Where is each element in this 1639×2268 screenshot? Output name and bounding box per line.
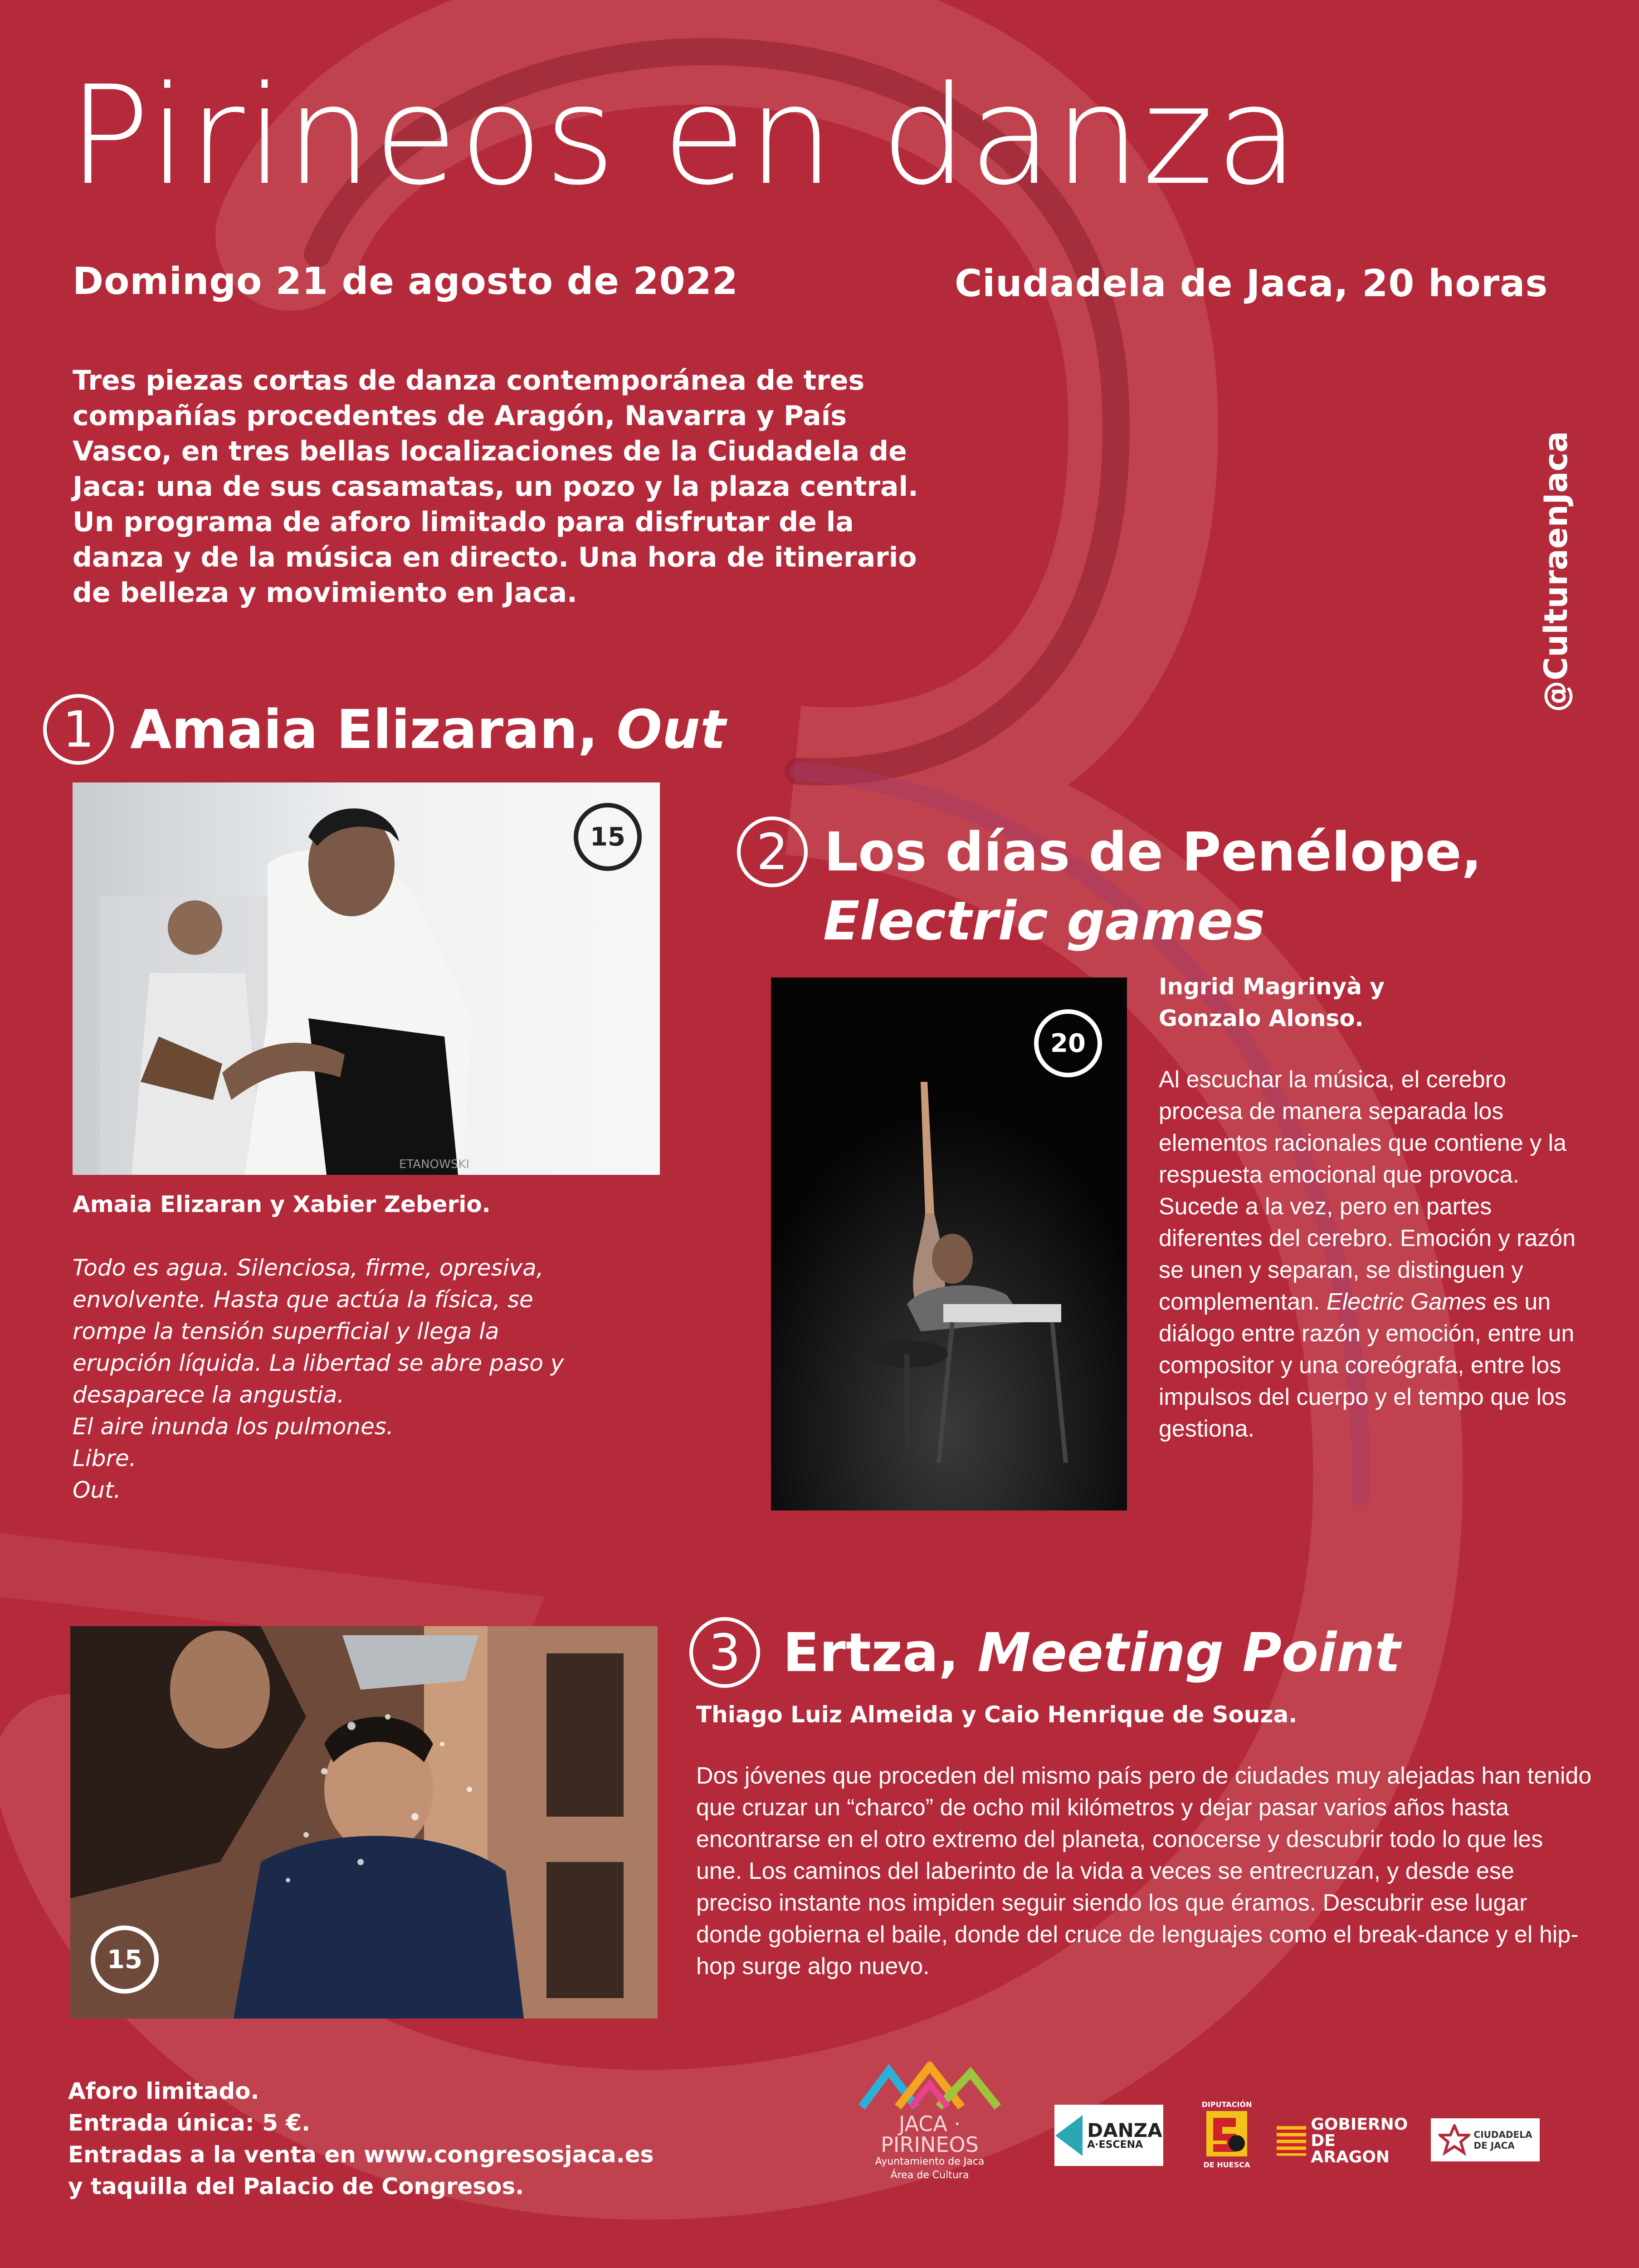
timer-value: 15 — [107, 1945, 142, 1975]
description-text: es un diálogo entre razón y emoción, entre un compositor y una coreógrafa, entre los impulsos del cuerpo y el tempo que los gestiona. — [1159, 1289, 1575, 1442]
jaca-pirineos-logo — [848, 2062, 1011, 2181]
diputacion-huesca-logo — [1200, 2100, 1254, 2175]
jaca-logo-name: JACA · PIRINEOS — [881, 2112, 979, 2157]
section-2-description — [1159, 1064, 1594, 1445]
ciudadela-line1: CIUDADELA — [1473, 2129, 1532, 2140]
description-line: Todo es agua. Silenciosa, firme, opresiva, — [73, 1255, 544, 1281]
section-1-credits: Amaia Elizaran y Xabier Zeberio. — [73, 1191, 491, 1217]
gobierno-line1: GOBIERNO — [1311, 2115, 1408, 2134]
section-1-description — [73, 1252, 662, 1506]
description-line: Libre. — [73, 1445, 137, 1471]
ticket-capacity: Aforo limitado. — [68, 2078, 259, 2104]
gobierno-aragon-logo — [1277, 2115, 1413, 2166]
timer-value: 15 — [590, 822, 625, 852]
timer-icon-20 — [1034, 1009, 1102, 1077]
section-3-credits: Thiago Luiz Almeida y Caio Henrique de Souza. — [696, 1701, 1298, 1728]
poster-title: Pirineos en danza — [68, 57, 1301, 215]
section-2-piece: Electric games — [823, 890, 1265, 952]
gobierno-line2: DE ARAGON — [1311, 2131, 1390, 2166]
danza-logo-line2: A·ESCENA — [1087, 2139, 1143, 2151]
mountains-icon — [857, 2062, 1002, 2112]
intro-paragraph: Tres piezas cortas de danza contemporánea de tres compañías procedentes de Aragón, Navarra y País Vasco, en tres bellas localizaciones de la Ciudadela de Jaca: una de sus casamatas, un pozo y la plaza central. Un programa de aforo limitado para disfrutar de la danza y de la música en directo. Una hora de itinerario de belleza y movimiento en Jaca. — [73, 365, 918, 609]
danza-a-escena-logo — [1054, 2105, 1163, 2166]
ticket-info — [68, 2075, 654, 2202]
event-venue: Ciudadela de Jaca, 20 horas — [955, 262, 1548, 305]
description-line: erupción líquida. La libertad se abre paso y — [73, 1350, 564, 1376]
ticket-box-office: y taquilla del Palacio de Congresos. — [68, 2173, 524, 2200]
diputacion-top: DIPUTACIÓN — [1201, 2100, 1252, 2109]
description-line: El aire inunda los pulmones. — [73, 1413, 394, 1440]
ticket-price: Entrada única: 5 €. — [68, 2110, 311, 2136]
section-number-3: 3 — [689, 1617, 760, 1688]
section-3-company: Ertza, — [783, 1621, 959, 1684]
section-3-description: Dos jóvenes que proceden del mismo país pero de ciudades muy alejadas han tenido que cruzar un “charco” de ocho mil kilómetros y dejar pasar varios años hasta encontrarse en el otro extremo del planeta, conocerse y descubrir todo lo que les une. Los caminos del laberinto de la vida a veces se entrecruzan, y desde ese preciso instante nos impiden seguir siendo los que éramos. Descubrir ese lugar donde gobierna el baile, donde del cruce de lenguajes como el break-dance y el hip-hop surge algo nuevo. — [696, 1763, 1592, 1980]
section-number-1: 1 — [43, 694, 114, 765]
section-1-heading — [43, 694, 726, 765]
description-line: rompe la tensión superficial y llega la — [73, 1318, 499, 1344]
danza-logo-line1: DANZA — [1087, 2119, 1162, 2141]
timer-icon-15 — [91, 1926, 159, 1994]
jaca-logo-sub1: Ayuntamiento de Jaca — [875, 2156, 985, 2167]
ciudadela-line2: DE JACA — [1473, 2140, 1515, 2151]
social-handle[interactable]: @CulturaenJaca — [1537, 431, 1575, 712]
timer-value: 20 — [1050, 1028, 1086, 1058]
section-3-heading — [689, 1617, 1400, 1688]
timer-icon-15 — [574, 803, 642, 871]
diputacion-emblem-icon — [1204, 2109, 1249, 2159]
description-line: Out. — [73, 1477, 121, 1503]
section-3-photo — [70, 1626, 658, 2019]
aragon-flag-icon — [1277, 2125, 1306, 2157]
jaca-logo-sub2: Área de Cultura — [890, 2170, 969, 2181]
section-number-2: 2 — [737, 816, 808, 887]
description-text: Al escuchar la música, el cerebro procesa de manera separada los elementos racionales que contiene y la respuesta emocional que provoca. Sucede a la vez, pero en partes diferentes del cerebro. Emoción y razón se unen y separan, se distinguen y complementan. — [1159, 1066, 1576, 1315]
ciudadela-jaca-logo — [1431, 2118, 1540, 2161]
photo-credit: ETANOWSKI — [399, 1158, 469, 1171]
ciudadela-star-icon — [1439, 2124, 1470, 2156]
danza-triangle-icon — [1055, 2115, 1083, 2156]
description-italic: Electric Games — [1326, 1289, 1487, 1315]
diputacion-bottom: DE HUESCA — [1203, 2160, 1250, 2169]
section-2-photo — [771, 978, 1127, 1510]
description-line: envolvente. Hasta que actúa la física, se — [73, 1286, 533, 1313]
ticket-sales-link[interactable]: Entradas a la venta en www.congresosjaca.es — [68, 2141, 654, 2168]
section-1-photo — [73, 782, 660, 1175]
section-2-company: Los días de Penélope, — [824, 821, 1482, 883]
section-2-credits: Ingrid Magrinyà y Gonzalo Alonso. — [1159, 973, 1385, 1031]
description-line: desaparece la angustia. — [73, 1382, 345, 1408]
section-3-piece: Meeting Point — [977, 1621, 1400, 1684]
section-1-piece: Out — [616, 698, 726, 761]
section-2-heading — [737, 816, 1482, 952]
section-1-company: Amaia Elizaran, — [130, 698, 598, 761]
event-date: Domingo 21 de agosto de 2022 — [73, 260, 738, 303]
